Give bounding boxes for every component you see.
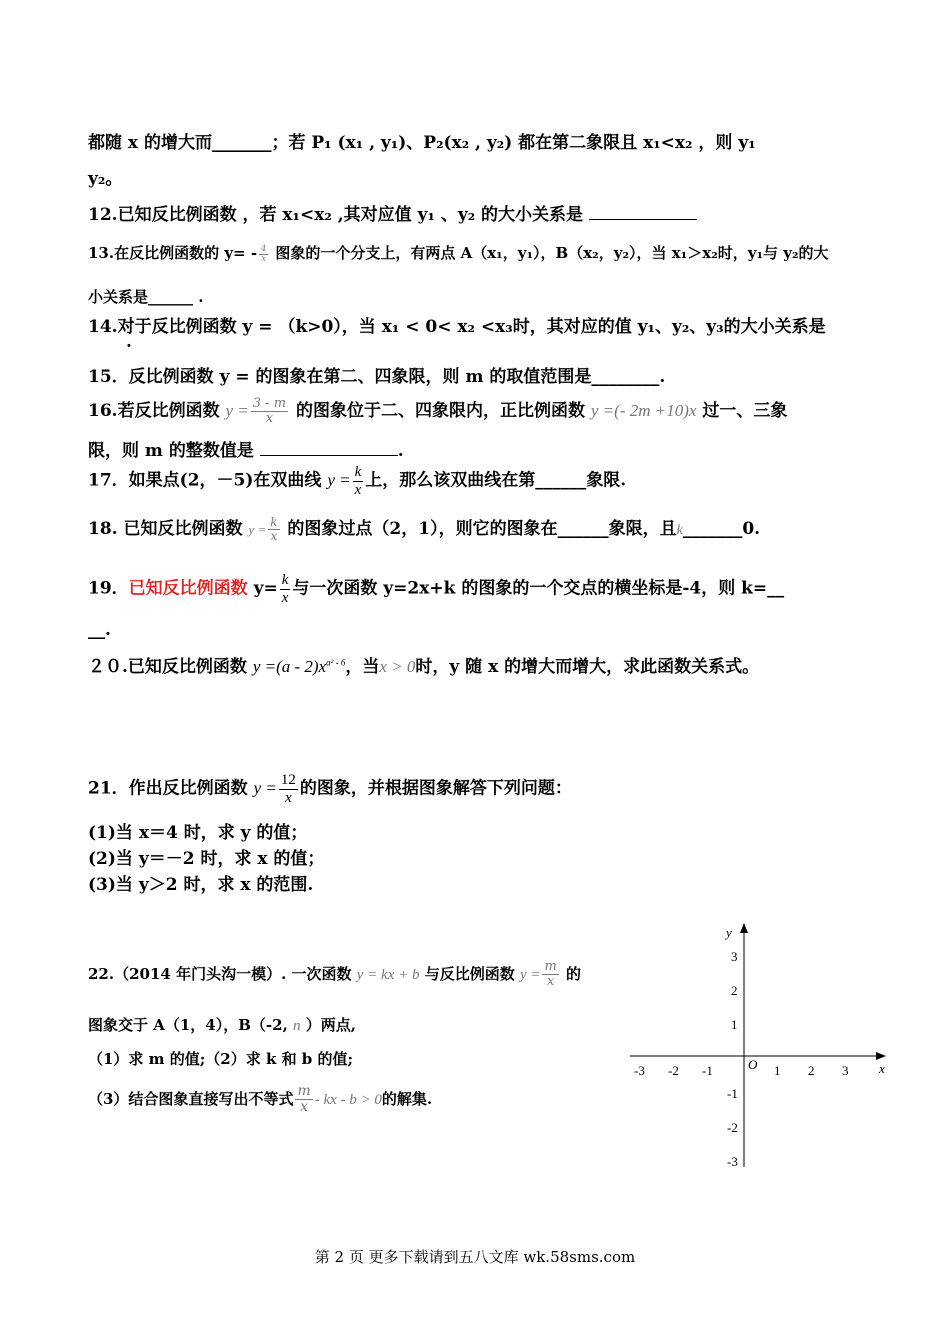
question-16-pre: 16.若反比例函数 bbox=[88, 401, 220, 421]
question-13-post: 图象的一个分支上，有两点 A（x₁，y₁），B（x₂，y₂），当 x₁＞x₂时，y₁与 y₂的大 bbox=[270, 244, 829, 262]
x-axis-label: x bbox=[879, 1061, 885, 1076]
y-tick-label: 3 bbox=[731, 949, 738, 964]
question-22-post: 的 bbox=[566, 964, 582, 983]
question-14-line-2: . bbox=[126, 332, 132, 352]
math-y-eq: y = bbox=[225, 401, 249, 420]
question-20-mid: ，当 bbox=[345, 657, 380, 677]
page-footer: 第 2 页 更多下载请到五八文库 wk.58sms.com bbox=[314, 1248, 636, 1266]
numerator: 3 - m bbox=[252, 395, 287, 411]
denominator: x bbox=[270, 529, 278, 543]
numerator: k bbox=[281, 572, 289, 588]
question-21-post: 的图象，并根据图象解答下列问题： bbox=[299, 778, 572, 799]
text-line-2: y₂。 bbox=[88, 169, 123, 189]
y-tick-label: 1 bbox=[731, 1017, 738, 1032]
x-tick-label: -1 bbox=[702, 1063, 713, 1078]
question-16-mid: 的图象位于二、四象限内，正比例函数 bbox=[295, 401, 585, 421]
question-16-line-2: 限，则 m 的整数值是 . bbox=[88, 441, 404, 461]
question-21-pre: 21．作出反比例函数 bbox=[88, 778, 248, 799]
question-22-line-4 bbox=[88, 1084, 432, 1116]
text-line-1: 都随 x 的增大而_______；若 P₁ (x₁ , y₁)、P₂(x₂ , y₂) 都在第二象限且 x₁<x₂ ，则 y₁ bbox=[88, 133, 756, 153]
y-tick-label: -2 bbox=[727, 1120, 738, 1135]
question-19-line-2: __. bbox=[88, 620, 111, 640]
math-y-eq: y = bbox=[253, 778, 277, 798]
denominator: x bbox=[285, 789, 292, 806]
math-linear-function: y = kx + b bbox=[356, 966, 420, 983]
denominator: x bbox=[300, 1099, 309, 1116]
question-22-line-2 bbox=[88, 1014, 356, 1035]
question-17-post: 上，那么该双曲线在第______象限. bbox=[365, 470, 627, 491]
question-12 bbox=[88, 200, 697, 225]
math-proportional-function: y =(- 2m +10)x bbox=[590, 401, 697, 420]
fraction-k-over-x bbox=[268, 516, 279, 543]
question-18-pre: 18. 已知反比例函数 bbox=[88, 519, 243, 539]
denominator: x bbox=[261, 253, 266, 263]
numerator: m bbox=[297, 1083, 311, 1099]
question-18-end: _______0. bbox=[682, 519, 761, 539]
question-18-post: 的图象过点（2，1），则它的图象在______象限，且 bbox=[287, 519, 677, 539]
question-14: 14.对于反比例函数 y = （k>0），当 x₁ < 0< x₂ <x₃时，其对应的值 y₁、y₂、y₃的大小关系是 bbox=[88, 317, 826, 337]
answer-blank bbox=[589, 205, 697, 220]
origin-label: O bbox=[748, 1057, 758, 1072]
question-18 bbox=[88, 514, 760, 543]
question-21-part-3: (3)当 y＞2 时，求 x 的范围. bbox=[88, 875, 314, 895]
question-19 bbox=[88, 572, 784, 606]
question-22-line-2-post: ）两点, bbox=[305, 1016, 357, 1034]
numerator: m bbox=[544, 959, 557, 974]
fraction-k-over-x bbox=[280, 572, 291, 606]
question-21-part-1: (1)当 x＝4 时，求 y 的值； bbox=[88, 823, 308, 843]
answer-blank bbox=[260, 441, 398, 456]
x-tick-label: -3 bbox=[634, 1063, 645, 1078]
fraction-12-over-x bbox=[279, 772, 298, 806]
question-21-part-2: (2)当 y＝－2 时，求 x 的值； bbox=[88, 849, 325, 869]
y-tick-label: -1 bbox=[727, 1086, 738, 1101]
denominator: x bbox=[546, 974, 555, 990]
x-tick-label: -2 bbox=[668, 1063, 679, 1078]
question-22-pre: 22.（2014 年门头沟一模）. 一次函数 bbox=[88, 964, 352, 983]
coordinate-axes bbox=[620, 915, 900, 1185]
question-19-highlight: 已知反比例函数 bbox=[128, 578, 248, 599]
y-tick-label: 2 bbox=[731, 983, 738, 998]
numerator: 4 bbox=[261, 243, 267, 253]
question-17-pre: 17．如果点(2，－5)在双曲线 bbox=[88, 470, 322, 491]
question-22-line-2-pre: 图象交于 A（1，4），B（-2, bbox=[88, 1016, 288, 1034]
x-tick-label: 2 bbox=[808, 1063, 815, 1078]
math-k: k bbox=[676, 523, 683, 538]
question-16 bbox=[88, 396, 787, 426]
fraction-3-m-over-x bbox=[251, 397, 288, 427]
fraction-k-over-x bbox=[353, 464, 364, 498]
y-tick-label: -3 bbox=[727, 1154, 738, 1169]
question-17 bbox=[88, 464, 626, 498]
question-20 bbox=[88, 652, 759, 677]
question-22-line-3: （1）求 m 的值;（2）求 k 和 b 的值; bbox=[88, 1050, 354, 1068]
question-20-pre: ２０.已知反比例函数 bbox=[88, 657, 247, 677]
question-19-pre: y= bbox=[247, 578, 278, 599]
question-19-post: 与一次函数 y=2x+k 的图象的一个交点的横坐标是-4，则 k=__ bbox=[292, 578, 785, 599]
x-tick-label: 3 bbox=[842, 1063, 849, 1078]
question-16-line-2-text: 限，则 m 的整数值是 bbox=[88, 441, 254, 461]
question-15: 15．反比例函数 y = 的图象在第二、四象限，则 m 的取值范围是________. bbox=[88, 367, 666, 387]
numerator: k bbox=[270, 514, 278, 529]
question-21 bbox=[88, 772, 572, 806]
y-axis-arrow-icon bbox=[740, 923, 748, 933]
question-22 bbox=[88, 960, 581, 990]
x-axis-arrow-icon bbox=[876, 1052, 886, 1060]
y-axis-label: y bbox=[726, 925, 732, 940]
x-tick-label: 1 bbox=[774, 1063, 781, 1078]
math-inequality: - kx - b > 0 bbox=[314, 1091, 382, 1108]
math-condition: x > 0 bbox=[379, 657, 416, 676]
math-n: n bbox=[293, 1018, 301, 1034]
math-y-eq: y = bbox=[519, 966, 541, 983]
math-power-function: y =(a - 2)x bbox=[252, 657, 327, 676]
numerator: 12 bbox=[280, 772, 296, 788]
question-22-mid: 与反比例函数 bbox=[424, 964, 515, 983]
fraction-m-over-x bbox=[295, 1084, 312, 1116]
question-13-pre: 13.在反比例函数的 y= - bbox=[88, 244, 258, 262]
fraction-4-over-x bbox=[259, 245, 268, 264]
fraction-m-over-x bbox=[542, 960, 558, 990]
question-16-post: 过一、三象 bbox=[702, 401, 788, 421]
question-13-line-2: 小关系是______ . bbox=[88, 288, 204, 306]
question-22-line-4-pre: （3）结合图象直接写出不等式 bbox=[88, 1089, 294, 1108]
question-13 bbox=[88, 242, 829, 263]
math-y-eq: y = bbox=[327, 470, 351, 490]
question-22-line-4-post: 的解集. bbox=[381, 1089, 433, 1108]
denominator: x bbox=[281, 589, 289, 606]
math-exponent: a² - 6 bbox=[326, 657, 346, 668]
question-20-post: 时，y 随 x 的增大而增大，求此函数关系式。 bbox=[415, 657, 760, 677]
question-19-number: 19． bbox=[88, 578, 129, 599]
question-12-text: 12.已知反比例函数 ，若 x₁<x₂ ,其对应值 y₁ 、y₂ 的大小关系是 bbox=[88, 205, 584, 225]
denominator: x bbox=[354, 481, 362, 498]
numerator: k bbox=[354, 464, 362, 480]
denominator: x bbox=[265, 411, 274, 426]
math-y-eq: y = bbox=[248, 522, 267, 537]
